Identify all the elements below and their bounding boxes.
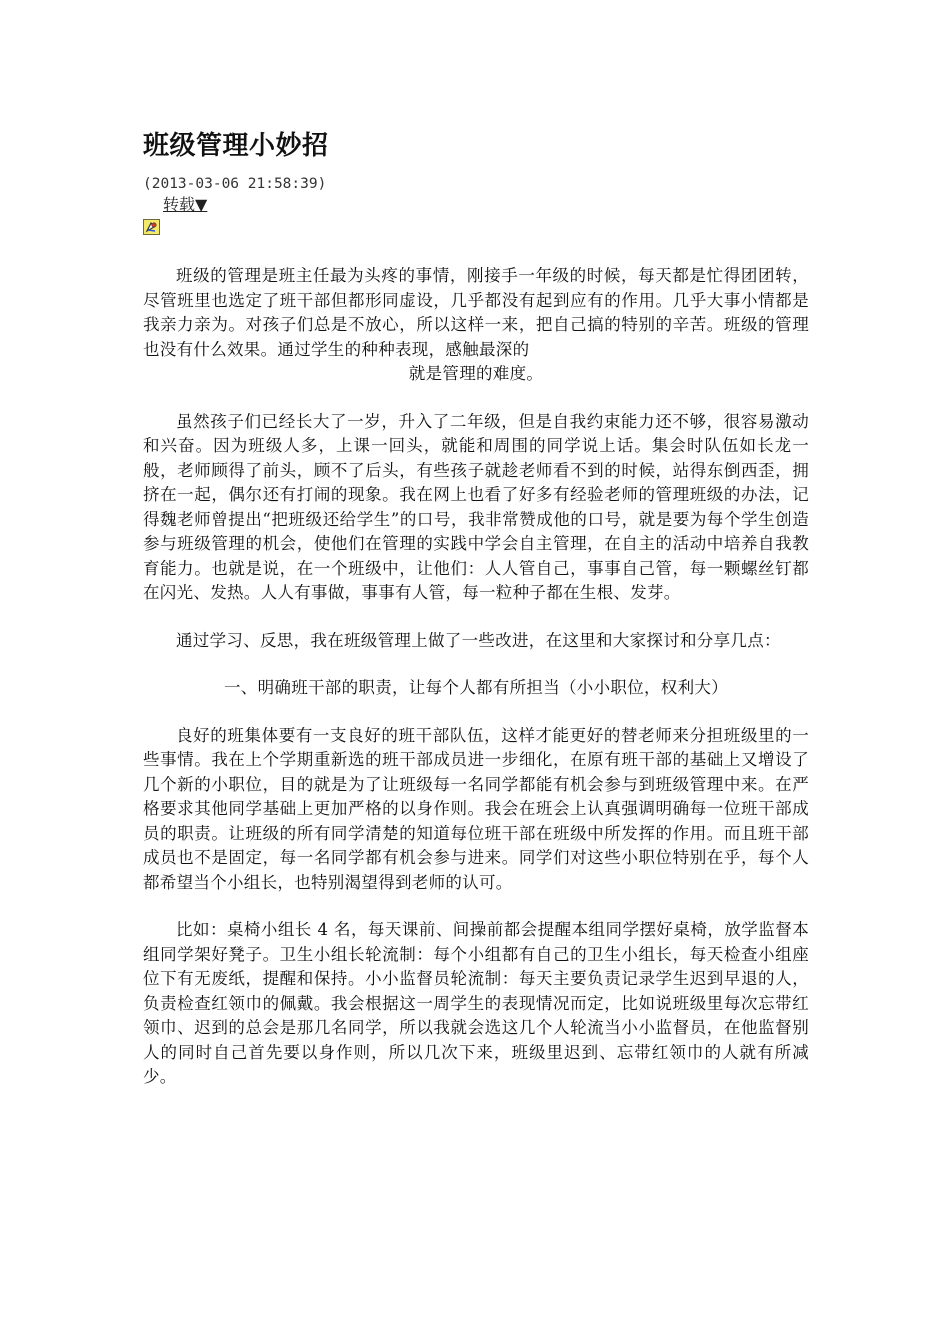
- paragraph-1-text: 班级的管理是班主任最为头疼的事情，刚接手一年级的时候，每天都是忙得团团转，尽管班里也选定了班干部但都形同虚设，几乎都没有起到应有的作用。几乎大事小情都是我亲力亲为。对孩子们总是不放心，所以这样一来，把自己搞的特别的辛苦。班级的管理也没有什么效果。通过学生的种种表现，感触最深的: [143, 266, 809, 359]
- repost-row: [143, 194, 809, 216]
- share-icon[interactable]: [143, 219, 160, 235]
- article-title: 班级管理小妙招: [143, 131, 329, 161]
- paragraph-5: 比如：桌椅小组长 4 名，每天课前、间操前都会提醒本组同学摆好桌椅，放学监督本组同学架好凳子。卫生小组长轮流制：每个小组都有自己的卫生小组长，每天检查小组座位下有无废纸，提醒和保持。小小监督员轮流制：每天主要负责记录学生迟到早退的人，负责检查红领巾的佩戴。我会根据这一周学生的表现情况而定，比如说班级里每次忘带红领巾、迟到的总会是那几名同学，所以我就会选这几个人轮流当小小监督员，在他监督别人的同时自己首先要以身作则，所以几次下来，班级里迟到、忘带红领巾的人就有所减少。: [143, 920, 809, 1086]
- paragraph-4: 良好的班集体要有一支良好的班干部队伍，这样才能更好的替老师来分担班级里的一些事情。我在上个学期重新选的班干部成员进一步细化，在原有班干部的基础上又增设了几个新的小职位，目的就是为了让班级每一名同学都能有机会参与到班级管理中来。在严格要求其他同学基础上更加严格的以身作则。我会在班会上认真强调明确每一位班干部成员的职责。让班级的所有同学清楚的知道每位班干部在班级中所发挥的作用。而且班干部成员也不是固定，每一名同学都有机会参与进来。同学们对这些小职位特别在乎，每个人都希望当个小组长，也特别渴望得到老师的认可。: [143, 725, 809, 892]
- post-timestamp: (2013-03-06 21:58:39): [143, 176, 327, 192]
- paragraph-2: 虽然孩子们已经长大了一岁，升入了二年级，但是自我约束能力还不够，很容易激动和兴奋。因为班级人多，上课一回头，就能和周围的同学说上话。集会时队伍如长龙一般，老师顾得了前头，顾不了后头，有些孩子就趁老师看不到的时候，站得东倒西歪，拥挤在一起，偶尔还有打闹的现象。我在网上也看了好多有经验老师的管理班级的办法，记得魏老师曾提出“把班级还给学生”的口号，我非常赞成他的口号，就是要为每个学生创造参与班级管理的机会，使他们在管理的实践中学会自主管理，在自主的活动中培养自我教育能力。也就是说，在一个班级中，让他们：人人管自己，事事自己管，每一颗螺丝钉都在闪光、发热。人人有事做，事事有人管，每一粒种子都在生根、发芽。: [143, 411, 809, 602]
- section-heading-1: 一、明确班干部的职责，让每个人都有所担当（小小职位，权利大）: [224, 678, 728, 697]
- paragraph-1-last-line: 就是管理的难度。: [408, 364, 544, 383]
- article-page: [143, 128, 809, 1113]
- paragraph-1: [143, 264, 809, 387]
- icon-row: [143, 219, 809, 239]
- repost-link[interactable]: 转载▼: [163, 195, 208, 214]
- article-body: [143, 264, 809, 1090]
- paragraph-3: 通过学习、反思，我在班级管理上做了一些改进，在这里和大家探讨和分享几点：: [176, 630, 781, 650]
